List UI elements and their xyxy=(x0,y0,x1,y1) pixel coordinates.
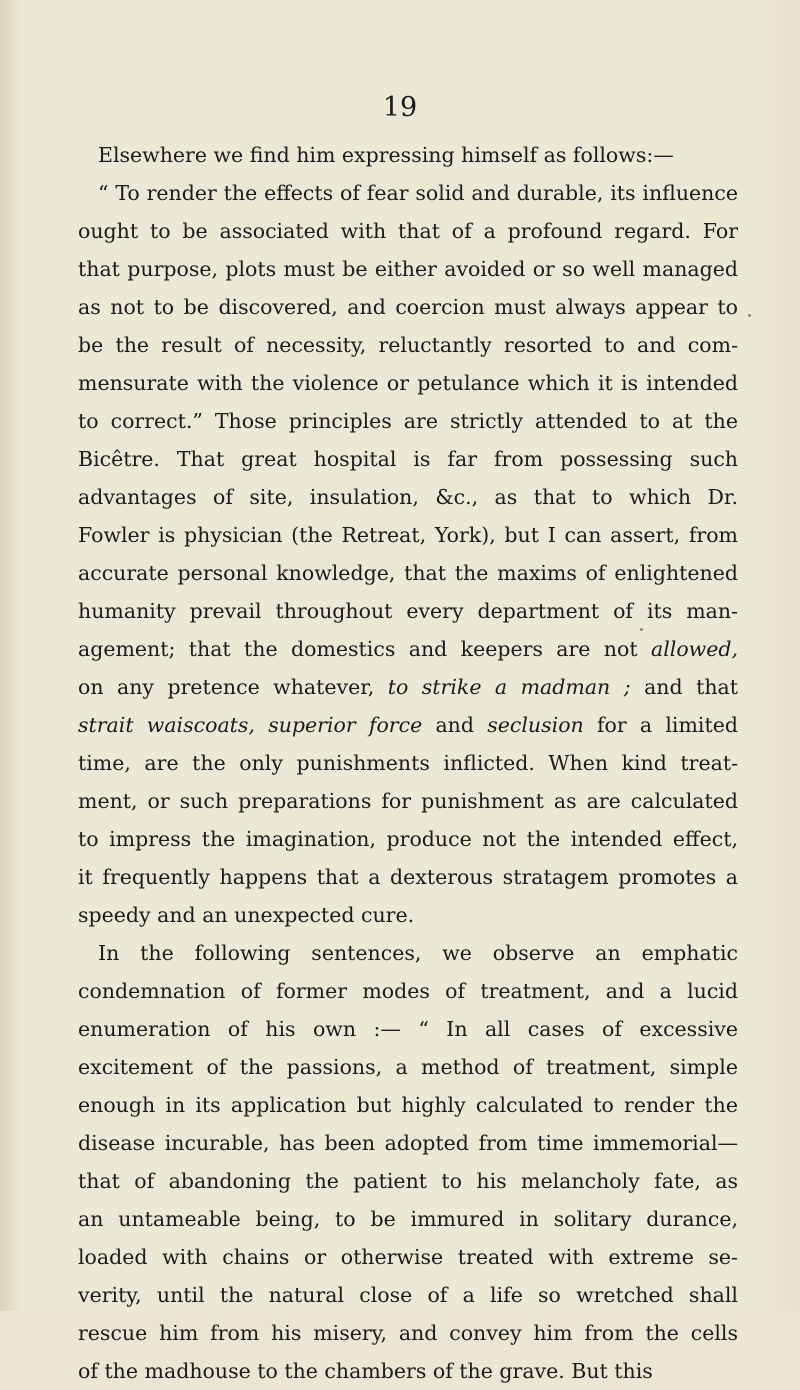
text-line: verity, until the natural close of a life so wretched shall xyxy=(78,1283,738,1307)
text-line: rescue him from his misery, and convey him from the cells xyxy=(78,1321,738,1345)
text-segment: and that xyxy=(644,675,738,699)
text-line: that purpose, plots must be either avoided or so well managed xyxy=(78,257,738,281)
text-line: loaded with chains or otherwise treated with extreme se- xyxy=(78,1245,738,1269)
text-segment: on any pretence whatever, xyxy=(78,675,375,699)
text-line: of the madhouse to the chambers of the grave. But this xyxy=(78,1359,653,1383)
text-segment: and xyxy=(435,713,475,737)
text-line: ment, or such preparations for punishment as are calculated xyxy=(78,789,738,813)
text-line: Bicêtre. That great hospital is far from possessing such xyxy=(78,447,738,471)
text-line: to correct.” Those principles are strictly attended to at the xyxy=(78,409,738,433)
text-line: an untameable being, to be immured in solitary durance, xyxy=(78,1207,738,1231)
text-line: Elsewhere we find him expressing himself as follows:— xyxy=(98,143,674,167)
text-line: accurate personal knowledge, that the maxims of enlightened xyxy=(78,561,738,585)
text-segment: agement; that the domestics and keepers are not xyxy=(78,637,638,661)
italic-text: allowed, xyxy=(651,637,738,661)
text-line xyxy=(78,630,738,668)
text-line: In the following sentences, we observe an emphatic xyxy=(98,941,738,965)
text-line: “ To render the effects of fear solid and durable, its influence xyxy=(98,181,738,205)
text-line xyxy=(78,706,738,744)
text-line: Fowler is physician (the Retreat, York), but I can assert, from xyxy=(78,523,738,547)
text-line: to impress the imagination, produce not the intended effect, xyxy=(78,827,738,851)
text-line: mensurate with the violence or petulance which it is intended xyxy=(78,371,738,395)
italic-text: seclusion xyxy=(487,713,584,737)
text-line: be the result of necessity, reluctantly resorted to and com- xyxy=(78,333,738,357)
text-line: advantages of site, insulation, &c., as that to which Dr. xyxy=(78,485,738,509)
page-gutter-shadow xyxy=(0,0,18,1311)
paper-speck xyxy=(640,628,643,631)
text-line: enumeration of his own :— “ In all cases of excessive xyxy=(78,1017,738,1041)
italic-text: strait waiscoats, xyxy=(78,713,255,737)
text-line: speedy and an unexpected cure. xyxy=(78,903,415,927)
text-line: disease incurable, has been adopted from time immemorial— xyxy=(78,1131,738,1155)
italic-text: to strike a madman ; xyxy=(387,675,631,699)
text-line: as not to be discovered, and coercion must always appear to xyxy=(78,295,738,319)
text-line: humanity prevail throughout every department of its man- xyxy=(78,599,738,623)
body-text xyxy=(78,136,738,1390)
text-line: condemnation of former modes of treatment, and a lucid xyxy=(78,979,738,1003)
text-line: that of abandoning the patient to his melancholy fate, as xyxy=(78,1169,738,1193)
italic-text: superior force xyxy=(268,713,423,737)
text-line: enough in its application but highly calculated to render the xyxy=(78,1093,738,1117)
text-line: time, are the only punishments inflicted. When kind treat- xyxy=(78,751,738,775)
text-line xyxy=(78,668,738,706)
text-line: it frequently happens that a dexterous stratagem promotes a xyxy=(78,865,738,889)
page-number: 19 xyxy=(382,92,418,123)
text-line: ought to be associated with that of a profound regard. For xyxy=(78,219,738,243)
text-segment: for a limited xyxy=(596,713,738,737)
paper-speck xyxy=(748,314,751,317)
text-line: excitement of the passions, a method of treatment, simple xyxy=(78,1055,738,1079)
